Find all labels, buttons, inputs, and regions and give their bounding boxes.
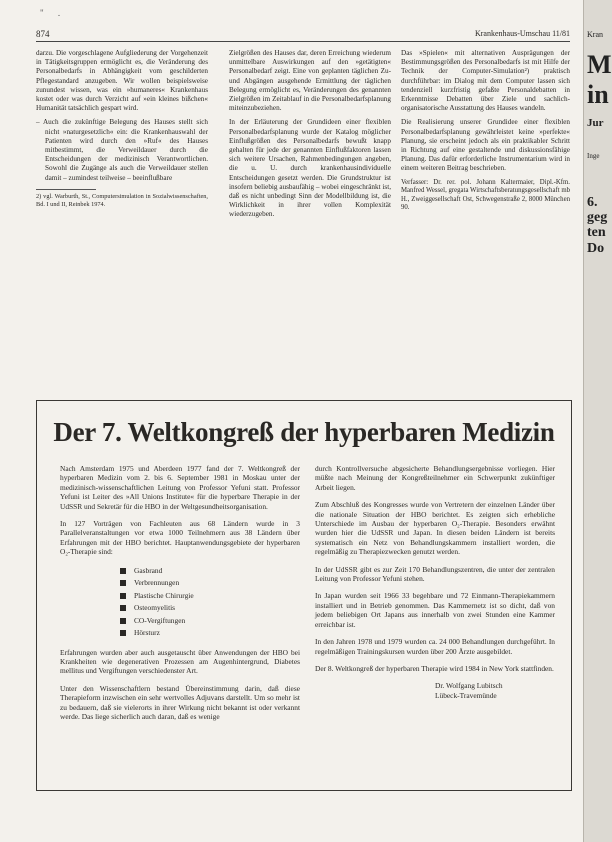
col3-paragraph-1: Das »Spielen« mit alternativen Ausprägungen der Bestimmungsgrößen des Personalbedarfs ist mit Hilfe der Technik der Computer-Simulation²) praktisch durchführbar: im Dialog mit dem Computer lassen sich tendenziell kurzfristig gefaßte Personaldebatten in Erkenntnisse Debatten über Ziele und sachlich-organisatorische Ausstattung des Hauses wandeln. — [401, 49, 570, 113]
footnote: 2) vgl. Warburth, St., Computersimulation in Sozialwissenschaften, Bd. I und II, Reinbek 1974. — [36, 192, 208, 208]
article-paragraph: Der 8. Weltkongreß der hyperbaren Therapie wird 1984 in New York stattfinden. — [315, 663, 554, 673]
page-number: 874 — [36, 29, 50, 39]
article-paragraph: In der UdSSR gibt es zur Zeit 170 Behandlungszentren, die unter der zentralen Leitung von Professor Yefuni stehen. — [315, 564, 555, 584]
next-page-header: Kran — [587, 30, 603, 39]
article-paragraph: In Japan wurden seit 1966 33 begehbare und 72 Einmann-Therapiekammern installiert und in Betrieb genommen. Das Kammernetz ist so dicht, daß von jedem beliebigen Ort Japans aus innerhalb von zwei Stunden eine Kammer erreichbar ist. — [315, 591, 555, 629]
next-page-text-fragment: Inge — [587, 152, 600, 160]
next-page-heading-fragment: 6. — [587, 195, 598, 210]
column-2 — [229, 49, 391, 225]
list-item: Plastische Chirurgie — [120, 590, 300, 603]
column-1 — [36, 49, 208, 208]
page-header — [36, 29, 570, 42]
article-author-location: Lübeck-Travemünde — [435, 690, 497, 700]
article-paragraph: Zum Abschluß des Kongresses wurde von Vertretern der einzelnen Länder über die nationale Situation der HBO berichtet. Es zeigten sich erhebliche Unterschiede im Ausbau der hyperbaren O₂-Therapie. Besonders erwähnt wurden hier die UdSSR und Japan. In diesen beiden Ländern ist bereits systematisch ein Netz von Behandlungskammern installiert worden, die regelmäßig zu Therapiezwecken genutzt werden. — [315, 500, 555, 557]
article-box — [36, 400, 572, 791]
next-page-heading-fragment: geg — [587, 210, 608, 225]
next-page-heading-fragment: Do — [587, 241, 605, 256]
article-paragraph: In den Jahren 1978 und 1979 wurden ca. 24 000 Behandlungen durchgeführt. In regelmäßigen Trainingskursen wurden über 200 Ärzte ausgebildet. — [315, 637, 555, 656]
list-item: Hörsturz — [120, 627, 300, 640]
list-item: Verbrennungen — [120, 577, 300, 590]
page-marks: " . — [40, 8, 67, 18]
next-page-title-fragment: M — [587, 50, 612, 79]
article-column-right — [315, 464, 555, 700]
next-page-subtitle-fragment: Jur — [587, 117, 604, 129]
col2-paragraph-1: Zielgrößen des Hauses dar, deren Erreichung wiederum unmittelbare Auswirkungen auf den »getätigten« Personalbedarf zeigt. Eine von geplanten täglichen Zu- und Abgängen ausgehende Ermittlung der täglichen Belegung ermöglicht es, Veränderungen des genannten Zielgrößen im Zeitablauf in die Personalbedarfsplanung miteinzubeziehen. — [229, 49, 391, 113]
article-headline: Der 7. Weltkongreß der hyperbaren Medizin — [53, 417, 555, 447]
article-paragraph: Erfahrungen wurden aber auch ausgetauscht über Anwendungen der HBO bei Krankheiten wie degenerativen Prozessen am Augenhintergrund, Diabetes mellitus und Vergiftungen verschiedenster Art. — [60, 647, 300, 676]
therapy-list — [120, 565, 300, 640]
col1-paragraph-1: darzu. Die vorgeschlagene Aufgliederung der Vorgehenzeit in Tätigkeitsgruppen ermöglicht es, die Veränderung des Personalbedarfs in Abhängigkeit vom geschilderten Pflegestandard anzugeben. Wir wollen beispielsweise zunundest wissen, was ein »humaneres« Krankenhaus kostet oder was durch Verzicht auf »ein kleines bißchen« Humanität tatsächlich gespart wird. — [36, 49, 208, 113]
col1-paragraph-2: – Auch die zukünftige Belegung des Hauses stellt sich nicht »naturgesetzlich« ein: die Krankenhauswahl der Patienten wird durch den »Ruf« des Hauses mitbestimmt, die Verweildauer durch die Entscheidungen der medizinisch Verantwortlichen. Sowohl die Zugänge als auch die Verweildauer stellen damit – zumindest teilweise – beeinflußbare — [36, 118, 208, 182]
list-item: Gasbrand — [120, 565, 300, 578]
article-paragraph: Nach Amsterdam 1975 und Aberdeen 1977 fand der 7. Weltkongreß der hyperbaren Medizin vom 2. bis 6. September 1981 in Moskau unter der medizinisch-wissenschaftlichen Leitung von Professor Yefuni statt. Professor Yefuni ist Leiter des »All Unions Institute« für die hyperbare Therapie in der UdSSR und Sekretär für die HBO in der Weltgesundheitsorganisation. — [60, 464, 300, 511]
col3-paragraph-2: Die Realisierung unserer Grundidee einer flexiblen Personalbedarfsplanung gewährleistet keine »perfekte« Planung, sie erscheint jedoch als ein praktikabler Schritt in Richtung auf eine gestaltende und diskussionsfähige Planung. Das dafür erforderliche Instrumentarium wird in einem weiteren Beitrag beschrieben. — [401, 118, 570, 173]
column-3 — [401, 49, 570, 218]
list-item: CO-Vergiftungen — [120, 615, 300, 628]
list-item: Osteomyelitis — [120, 602, 300, 615]
next-page-title-fragment: in — [587, 80, 609, 109]
author-note: Verfasser: Dr. rer. pol. Johann Kaltermaier, Dipl.-Kfm. Manfred Wessel, gregata Wirtschaftsberatungsgesellschaft mb H., Zweiggesellschaft Ost, Schwegenstraße 2, 8000 München 90. — [401, 178, 570, 212]
article-paragraph: In 127 Vorträgen von Fachleuten aus 68 Ländern wurde in 3 Parallelveranstaltungen vor etwa 1000 Teilnehmern aus 38 Ländern über Erfahrungen mit der HBO berichtet. Hauptanwendungsgebiete der hyperbaren O₂-Therapie sind: — [60, 519, 300, 557]
article-column-left — [60, 464, 300, 730]
footnote-rule — [36, 189, 96, 190]
article-paragraph: durch Kontrollversuche abgesicherte Behandlungsergebnisse vorliegen. Hier müßte nach Meinung der Kongreßteilnehmer ein Schwerpunkt zukünftiger Arbeit liegen. — [315, 464, 555, 492]
journal-title: Krankenhaus-Umschau 11/81 — [474, 29, 570, 38]
article-paragraph: Unter den Wissenschaftlern bestand Übereinstimmung darin, daß diese Therapieform inzwischen ein sehr wertvolles Adjuvans darstellt. Um so mehr ist zu bedauern, daß sie vielerorts in ihrer Wirkung nicht bekannt ist oder verkannt werde. Das liege sicherlich auch daran, daß es wenige — [60, 683, 300, 722]
next-page-heading-fragment: ten — [587, 225, 606, 240]
article-author: Dr. Wolfgang Lubitsch — [435, 681, 503, 691]
col2-paragraph-2: In der Erläuterung der Grundideen einer flexiblen Personalbedarfsplanung wurde der Katalog möglicher Einflußgrößen des Personalbedarfs bewußt knapp gehalten für jede der genannten Einflußfaktoren lassen sich weitere Ursachen, Rahmenbedingungen angeben, die u. U. durch krankenhausindividuelle Entscheidungen gesetzt werden. Die Grundstruktur ist insofern beliebig ausbaufähig – wobei eingeschränkt ist, daß es nicht unbedingt Sinn der Modellbildung ist, die Wirklichkeit in ihrer vollen Komplexität wiederzugeben. — [229, 118, 391, 219]
